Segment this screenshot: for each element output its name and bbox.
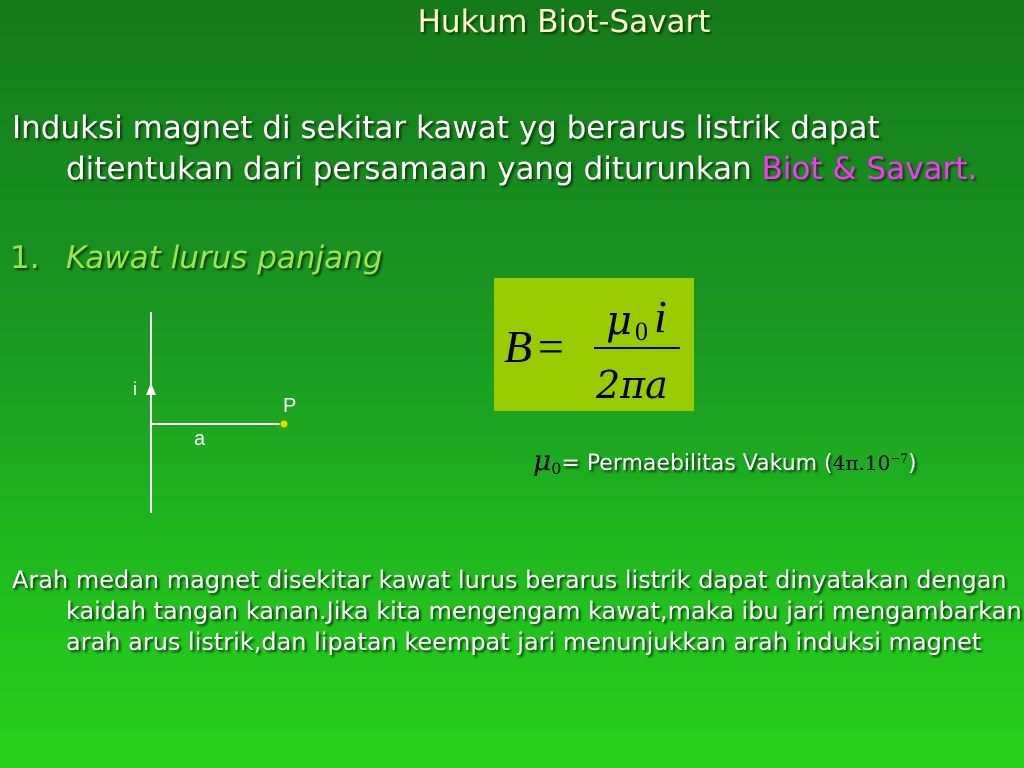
list-number: 1.	[10, 240, 40, 276]
distance-label: a	[194, 428, 206, 450]
formula-mu-subscript: 0	[635, 317, 648, 346]
formula-current: i	[654, 291, 667, 342]
permeability-value-base: 4π.10	[832, 451, 891, 475]
formula-equals: =	[538, 321, 564, 372]
formula-svg	[494, 278, 694, 411]
point-p-marker	[280, 420, 288, 428]
intro-text: Induksi magnet di sekitar kawat yg berarus listrik dapat ditentukan dari persamaan yang diturunkan	[12, 110, 880, 187]
slide-title: Hukum Biot-Savart	[417, 4, 711, 40]
permeability-value	[833, 451, 908, 475]
permeability-value-exponent: −7	[890, 451, 909, 466]
permeability-note	[533, 444, 917, 478]
list-item-straight-wire	[10, 240, 383, 276]
permeability-close: )	[908, 451, 917, 476]
mu-subscript: 0	[551, 459, 562, 478]
wire-diagram	[130, 305, 320, 520]
intro-paragraph	[12, 108, 1024, 190]
formula-denominator: 2πa	[596, 363, 668, 407]
current-arrow-icon	[146, 383, 156, 395]
current-label: i	[133, 379, 137, 399]
formula-lhs: B	[504, 321, 533, 372]
permeability-text: = Permaebilitas Vakum (	[561, 451, 833, 476]
biot-savart-formula	[494, 278, 694, 411]
formula-mu: μ	[606, 298, 632, 344]
mu-symbol: μ	[533, 444, 552, 477]
right-hand-rule-paragraph: Arah medan magnet disekitar kawat lurus berarus listrik dapat dinyatakan dengan kaidah tangan kanan.Jika kita mengengam kawat,maka ibu jari mengambarkan arah arus listrik,dan lipatan keempat jari menunjukkan arah induksi magnet	[12, 566, 1022, 656]
list-item-label: Kawat lurus panjang	[66, 240, 383, 276]
biot-savart-highlight: Biot & Savart.	[761, 151, 978, 187]
point-p-label: P	[283, 395, 297, 417]
